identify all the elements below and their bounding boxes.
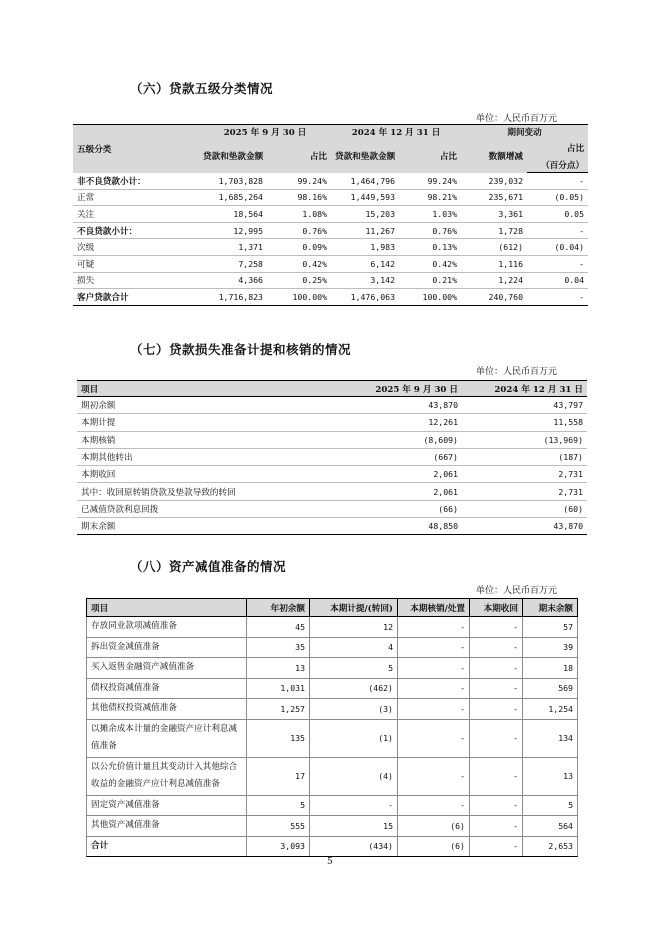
change-ratio: 0.05 [527, 206, 588, 223]
table-row [87, 757, 578, 795]
writeoff: - [398, 658, 470, 679]
closing-balance: 564 [523, 816, 578, 837]
provision: (434) [310, 836, 398, 857]
value-2024: 2,731 [462, 466, 587, 483]
closing-balance: 5 [523, 795, 578, 816]
row-label: 期初余额 [77, 397, 337, 414]
ratio-2025: 0.76% [267, 222, 331, 239]
ratio-2024: 0.76% [399, 222, 461, 239]
header-closing: 期末余额 [523, 599, 578, 617]
amount-2025: 1,685,264 [199, 189, 267, 206]
table-row [87, 699, 578, 720]
section6-title: （六）贷款五级分类情况 [130, 81, 274, 96]
closing-balance: 13 [523, 757, 578, 795]
provision: 12 [310, 617, 398, 638]
row-label: 其中：收回原转销贷款及垫款导致的转回 [77, 483, 337, 500]
provision: 4 [310, 637, 398, 658]
table-row [73, 239, 588, 256]
opening-balance: 17 [247, 757, 310, 795]
header-item: 项目 [77, 381, 337, 397]
row-label: 其他债权投资减值准备 [87, 699, 247, 720]
loan-classification-table [73, 124, 588, 306]
value-2025: 48,850 [337, 518, 462, 535]
value-2024: (60) [462, 500, 587, 517]
change-ratio: - [527, 289, 588, 306]
header-amount2: 贷款和垫款金额 [331, 139, 399, 173]
ratio-2025: 0.42% [267, 255, 331, 272]
table-row [73, 255, 588, 272]
closing-balance: 134 [523, 719, 578, 757]
ratio-2024: 0.42% [399, 255, 461, 272]
value-2025: 2,061 [337, 466, 462, 483]
table-row [73, 272, 588, 289]
header-change: 期间变动 [461, 125, 588, 140]
header-category: 五级分类 [73, 125, 199, 173]
provision: - [310, 795, 398, 816]
change-amount: 239,032 [461, 173, 527, 190]
closing-balance: 2,653 [523, 836, 578, 857]
header-change-amount: 数额增减 [461, 139, 527, 173]
change-ratio: 0.04 [527, 272, 588, 289]
row-label: 本期其他转出 [77, 448, 337, 465]
closing-balance: 18 [523, 658, 578, 679]
page-number: 5 [327, 857, 333, 867]
recovery: - [470, 658, 523, 679]
header-provision: 本期计提/(转回) [310, 599, 398, 617]
value-2024: (187) [462, 448, 587, 465]
closing-balance: 39 [523, 637, 578, 658]
value-2024: 2,731 [462, 483, 587, 500]
amount-2024: 11,267 [331, 222, 399, 239]
amount-2024: 1,464,796 [331, 173, 399, 190]
section7-title: （七）贷款损失准备计提和核销的情况 [130, 342, 352, 357]
amount-2024: 6,142 [331, 255, 399, 272]
amount-2024: 15,203 [331, 206, 399, 223]
change-amount: 240,760 [461, 289, 527, 306]
amount-2025: 18,564 [199, 206, 267, 223]
recovery: - [470, 795, 523, 816]
amount-2025: 12,995 [199, 222, 267, 239]
table-row [77, 483, 587, 500]
value-2024: 43,870 [462, 518, 587, 535]
provision: (4) [310, 757, 398, 795]
header-item: 项目 [87, 599, 247, 617]
opening-balance: 555 [247, 816, 310, 837]
writeoff: - [398, 757, 470, 795]
ratio-2024: 98.21% [399, 189, 461, 206]
recovery: - [470, 617, 523, 638]
row-label: 本期计提 [77, 414, 337, 431]
opening-balance: 5 [247, 795, 310, 816]
table-row [87, 719, 578, 757]
table-row [77, 466, 587, 483]
row-label: 买入返售金融资产减值准备 [87, 658, 247, 679]
ratio-2025: 99.24% [267, 173, 331, 190]
value-2025: 43,870 [337, 397, 462, 414]
row-label: 合计 [87, 836, 247, 857]
recovery: - [470, 699, 523, 720]
loan-loss-provision-table [77, 380, 587, 535]
amount-2024: 1,476,063 [331, 289, 399, 306]
row-label: 正常 [73, 189, 199, 206]
header-ratio1: 占比 [267, 139, 331, 173]
header-period1: 2025 年 9 月 30 日 [199, 125, 331, 140]
ratio-2025: 98.16% [267, 189, 331, 206]
table-row [77, 448, 587, 465]
ratio-2024: 1.03% [399, 206, 461, 223]
writeoff: - [398, 637, 470, 658]
section8-unit: 单位：人民币百万元 [476, 586, 558, 596]
amount-2025: 4,366 [199, 272, 267, 289]
value-2025: (8,609) [337, 431, 462, 448]
table-row [87, 617, 578, 638]
section6-unit: 单位：人民币百万元 [476, 114, 558, 124]
recovery: - [470, 678, 523, 699]
row-label: 拆出资金减值准备 [87, 637, 247, 658]
row-label: 期末余额 [77, 518, 337, 535]
amount-2025: 1,371 [199, 239, 267, 256]
value-2024: 11,558 [462, 414, 587, 431]
table-row [77, 518, 587, 535]
recovery: - [470, 757, 523, 795]
change-amount: 1,224 [461, 272, 527, 289]
opening-balance: 3,093 [247, 836, 310, 857]
table-row [73, 222, 588, 239]
writeoff: - [398, 678, 470, 699]
change-ratio: - [527, 173, 588, 190]
ratio-2024: 0.21% [399, 272, 461, 289]
amount-2024: 1,983 [331, 239, 399, 256]
row-label: 以摊余成本计量的金融资产应计利息减值准备 [87, 719, 247, 757]
opening-balance: 35 [247, 637, 310, 658]
amount-2024: 1,449,593 [331, 189, 399, 206]
change-amount: 3,361 [461, 206, 527, 223]
asset-impairment-table [86, 598, 578, 857]
opening-balance: 135 [247, 719, 310, 757]
change-ratio: (0.04) [527, 239, 588, 256]
provision: 5 [310, 658, 398, 679]
row-label: 次级 [73, 239, 199, 256]
table-row [87, 658, 578, 679]
row-label: 关注 [73, 206, 199, 223]
table-row [87, 816, 578, 837]
closing-balance: 1,254 [523, 699, 578, 720]
row-label: 其他资产减值准备 [87, 816, 247, 837]
table-row [77, 500, 587, 517]
opening-balance: 1,257 [247, 699, 310, 720]
row-label: 本期收回 [77, 466, 337, 483]
table-row [73, 289, 588, 306]
table-row [77, 397, 587, 414]
change-amount: 235,671 [461, 189, 527, 206]
recovery: - [470, 637, 523, 658]
ratio-2025: 0.25% [267, 272, 331, 289]
recovery: - [470, 816, 523, 837]
row-label: 存放同业款项减值准备 [87, 617, 247, 638]
amount-2025: 1,716,823 [199, 289, 267, 306]
header-p2: 2024 年 12 月 31 日 [462, 381, 587, 397]
value-2025: 12,261 [337, 414, 462, 431]
change-ratio: - [527, 222, 588, 239]
header-change-ratio-line2: （百分点） [527, 157, 588, 173]
change-amount: 1,728 [461, 222, 527, 239]
closing-balance: 57 [523, 617, 578, 638]
row-label: 已减值贷款利息回拨 [77, 500, 337, 517]
ratio-2024: 99.24% [399, 173, 461, 190]
closing-balance: 569 [523, 678, 578, 699]
header-p1: 2025 年 9 月 30 日 [337, 381, 462, 397]
opening-balance: 13 [247, 658, 310, 679]
row-label: 债权投资减值准备 [87, 678, 247, 699]
table-row [73, 189, 588, 206]
amount-2024: 3,142 [331, 272, 399, 289]
change-ratio: (0.05) [527, 189, 588, 206]
ratio-2024: 0.13% [399, 239, 461, 256]
change-amount: (612) [461, 239, 527, 256]
writeoff: (6) [398, 816, 470, 837]
opening-balance: 1,031 [247, 678, 310, 699]
recovery: - [470, 836, 523, 857]
header-amount1: 贷款和垫款金额 [199, 139, 267, 173]
provision: (462) [310, 678, 398, 699]
writeoff: - [398, 795, 470, 816]
ratio-2025: 100.00% [267, 289, 331, 306]
value-2024: 43,797 [462, 397, 587, 414]
value-2025: 2,061 [337, 483, 462, 500]
table-row [77, 414, 587, 431]
opening-balance: 45 [247, 617, 310, 638]
provision: 15 [310, 816, 398, 837]
row-label: 可疑 [73, 255, 199, 272]
row-label: 客户贷款合计 [73, 289, 199, 306]
row-label: 损失 [73, 272, 199, 289]
row-label: 非不良贷款小计： [73, 173, 199, 190]
header-ratio2: 占比 [399, 139, 461, 173]
change-amount: 1,116 [461, 255, 527, 272]
provision: (3) [310, 699, 398, 720]
writeoff: (6) [398, 836, 470, 857]
row-label: 本期核销 [77, 431, 337, 448]
table-row [87, 678, 578, 699]
ratio-2025: 1.08% [267, 206, 331, 223]
table-row [73, 206, 588, 223]
table-row [87, 836, 578, 857]
row-label: 固定资产减值准备 [87, 795, 247, 816]
header-period2: 2024 年 12 月 31 日 [331, 125, 461, 140]
recovery: - [470, 719, 523, 757]
table-row [87, 637, 578, 658]
ratio-2024: 100.00% [399, 289, 461, 306]
header-change-ratio-line1: 占比 [527, 139, 588, 157]
ratio-2025: 0.09% [267, 239, 331, 256]
table-row [77, 431, 587, 448]
header-writeoff: 本期核销/处置 [398, 599, 470, 617]
header-recovery: 本期收回 [470, 599, 523, 617]
provision: (1) [310, 719, 398, 757]
section8-title: （八）资产减值准备的情况 [130, 559, 287, 574]
table-row [73, 173, 588, 190]
table-row [87, 795, 578, 816]
section7-unit: 单位：人民币百万元 [476, 367, 558, 377]
amount-2025: 7,258 [199, 255, 267, 272]
amount-2025: 1,703,828 [199, 173, 267, 190]
writeoff: - [398, 617, 470, 638]
value-2025: (667) [337, 448, 462, 465]
value-2024: (13,969) [462, 431, 587, 448]
writeoff: - [398, 719, 470, 757]
header-opening: 年初余额 [247, 599, 310, 617]
row-label: 以公允价值计量且其变动计入其他综合收益的金融资产应计利息减值准备 [87, 757, 247, 795]
change-ratio: - [527, 255, 588, 272]
value-2025: (66) [337, 500, 462, 517]
writeoff: - [398, 699, 470, 720]
row-label: 不良贷款小计： [73, 222, 199, 239]
